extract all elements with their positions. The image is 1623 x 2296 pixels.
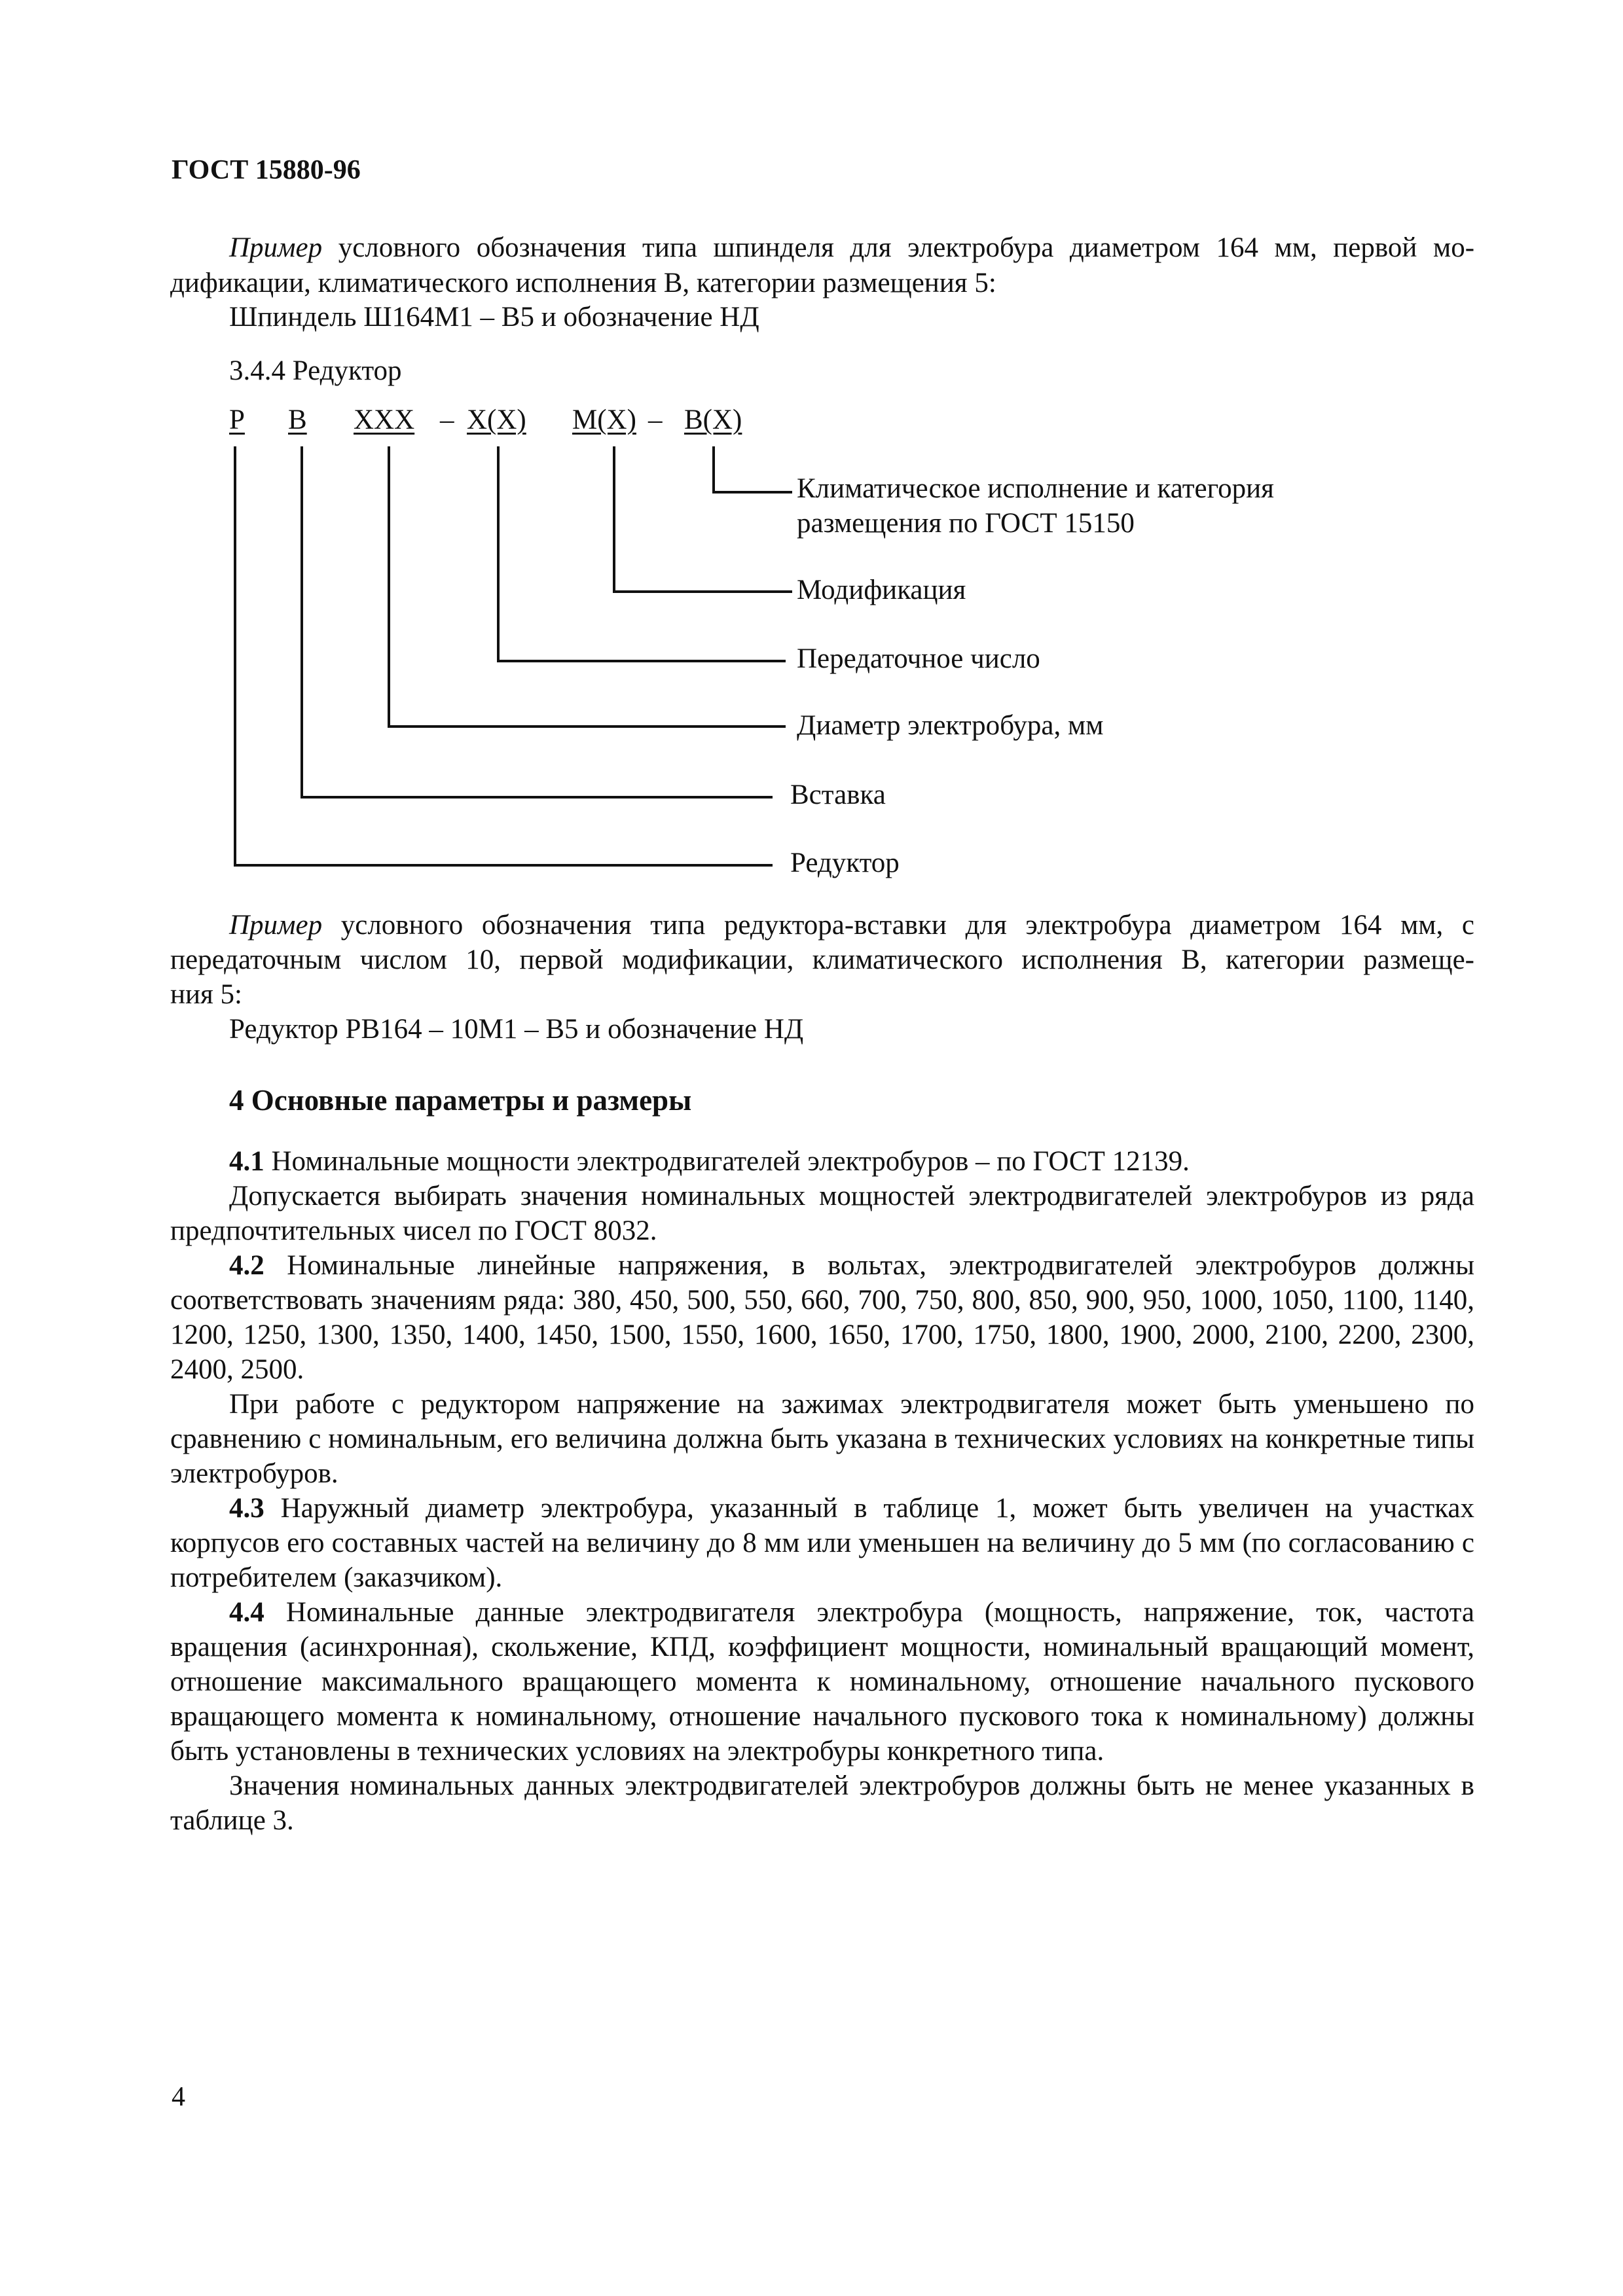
leader-ratio — [498, 446, 786, 661]
reducer-example-line2: передаточным числом 10, первой модификации, климатического исполнения В, категории размеще- — [170, 944, 1474, 975]
label-climate: Климатическое исполнение и категория — [797, 473, 1274, 504]
reducer-example-line3: ния 5: — [170, 979, 242, 1010]
spindle-example-designation: Шпиндель Ш164М1 – В5 и обозначение НД — [229, 302, 759, 332]
section-4-title: 4 Основные параметры и размеры — [229, 1084, 692, 1117]
symbol-reducer: Р — [229, 404, 245, 435]
label-ratio: Передаточное число — [797, 643, 1040, 674]
label-climate-cont: размещения по ГОСТ 15150 — [797, 508, 1135, 539]
leader-reducer — [235, 446, 773, 865]
label-modification: Модификация — [797, 575, 966, 605]
example-lead: Пример — [229, 910, 323, 941]
symbol-insert: В — [288, 404, 307, 435]
symbol-dash: – — [440, 404, 454, 435]
symbol-diameter: ХХХ — [354, 404, 415, 435]
symbol-modification: М(Х) — [572, 404, 636, 435]
leader-climate — [714, 446, 792, 492]
label-insert: Вставка — [790, 780, 886, 810]
example-lead: Пример — [229, 232, 323, 263]
paragraph-4-1-b: Допускается выбирать значения номинальных мощностей электродвигателей электробуров из ряда предпочтительных чисел по ГОСТ 8032. — [170, 1181, 1474, 1246]
paragraph-4-2: 4.2 Номинальные линейные напряжения, в вольтах, электродвигателей электробуров должны соответствовать значениям ряда: 380, 450, 500, 550, 660, 700, 750, 800, 850, 900, 950, 1000, 1050, 1100, 1140, 1200, 1250, 1300, 1350, 1400, 1450, 1500, 1550, 1600, 1650, 1700, 1750, 1800, 1900, 2000, 2100, 2200, 2300, 2400, 2500. — [170, 1250, 1474, 1385]
reducer-subsection-title: 3.4.4 Редуктор — [229, 355, 402, 386]
spindle-example-line2: дификации, климатического исполнения В, категории размещения 5: — [170, 268, 996, 298]
section-4-body — [170, 1144, 1474, 1838]
leader-diameter — [389, 446, 786, 726]
page-number: 4 — [172, 2082, 185, 2112]
paragraph-4-4: 4.4 Номинальные данные электродвигателя электробура (мощность, напряжение, ток, частота вращения (асинхронная), скольжение, КПД, коэффициент мощности, номинальный вращающий момент, отношение максимального вращающего момента к номинальному, отношение начального пускового вращающего момента к номинальному, отношение начального пускового тока к номинальному) должны быть установлены в технических условиях на электробуры конкретного типа. — [170, 1597, 1474, 1767]
paragraph-4-3: 4.3 Наружный диаметр электробура, указанный в таблице 1, может быть увеличен на участках корпусов его составных частей на величину до 8 мм или уменьшен на величину до 5 мм (по согласованию с потребителем (заказчиком). — [170, 1493, 1474, 1593]
symbol-climate: В(Х) — [684, 404, 742, 435]
paragraph-4-1: 4.1 Номинальные мощности электродвигателей электробуров – по ГОСТ 12139. — [229, 1146, 1190, 1177]
label-diameter: Диаметр электробура, мм — [797, 710, 1104, 741]
label-reducer: Редуктор — [790, 848, 900, 878]
reducer-example-line1: Пример условного обозначения типа редуктора-вставки для электробура диаметром 164 мм, с — [229, 910, 1474, 941]
spindle-example-line1: Пример условного обозначения типа шпинделя для электробура диаметром 164 мм, первой мо- — [229, 232, 1475, 263]
reducer-example-designation: Редуктор РВ164 – 10М1 – В5 и обозначение НД — [229, 1014, 804, 1045]
leader-modification — [614, 446, 792, 592]
symbol-dash: – — [648, 404, 663, 435]
symbol-ratio: Х(Х) — [467, 404, 526, 435]
paragraph-4-2-b: При работе с редуктором напряжение на зажимах электродвигателя может быть уменьшено по сравнению с номинальным, его величина должна быть указана в технических условиях на конкретные типы электробуров. — [170, 1389, 1474, 1489]
leader-insert — [302, 446, 773, 797]
paragraph-4-4-b: Значения номинальных данных электродвигателей электробуров должны быть не менее указанных в таблице 3. — [170, 1770, 1474, 1836]
document-header: ГОСТ 15880-96 — [172, 155, 361, 185]
